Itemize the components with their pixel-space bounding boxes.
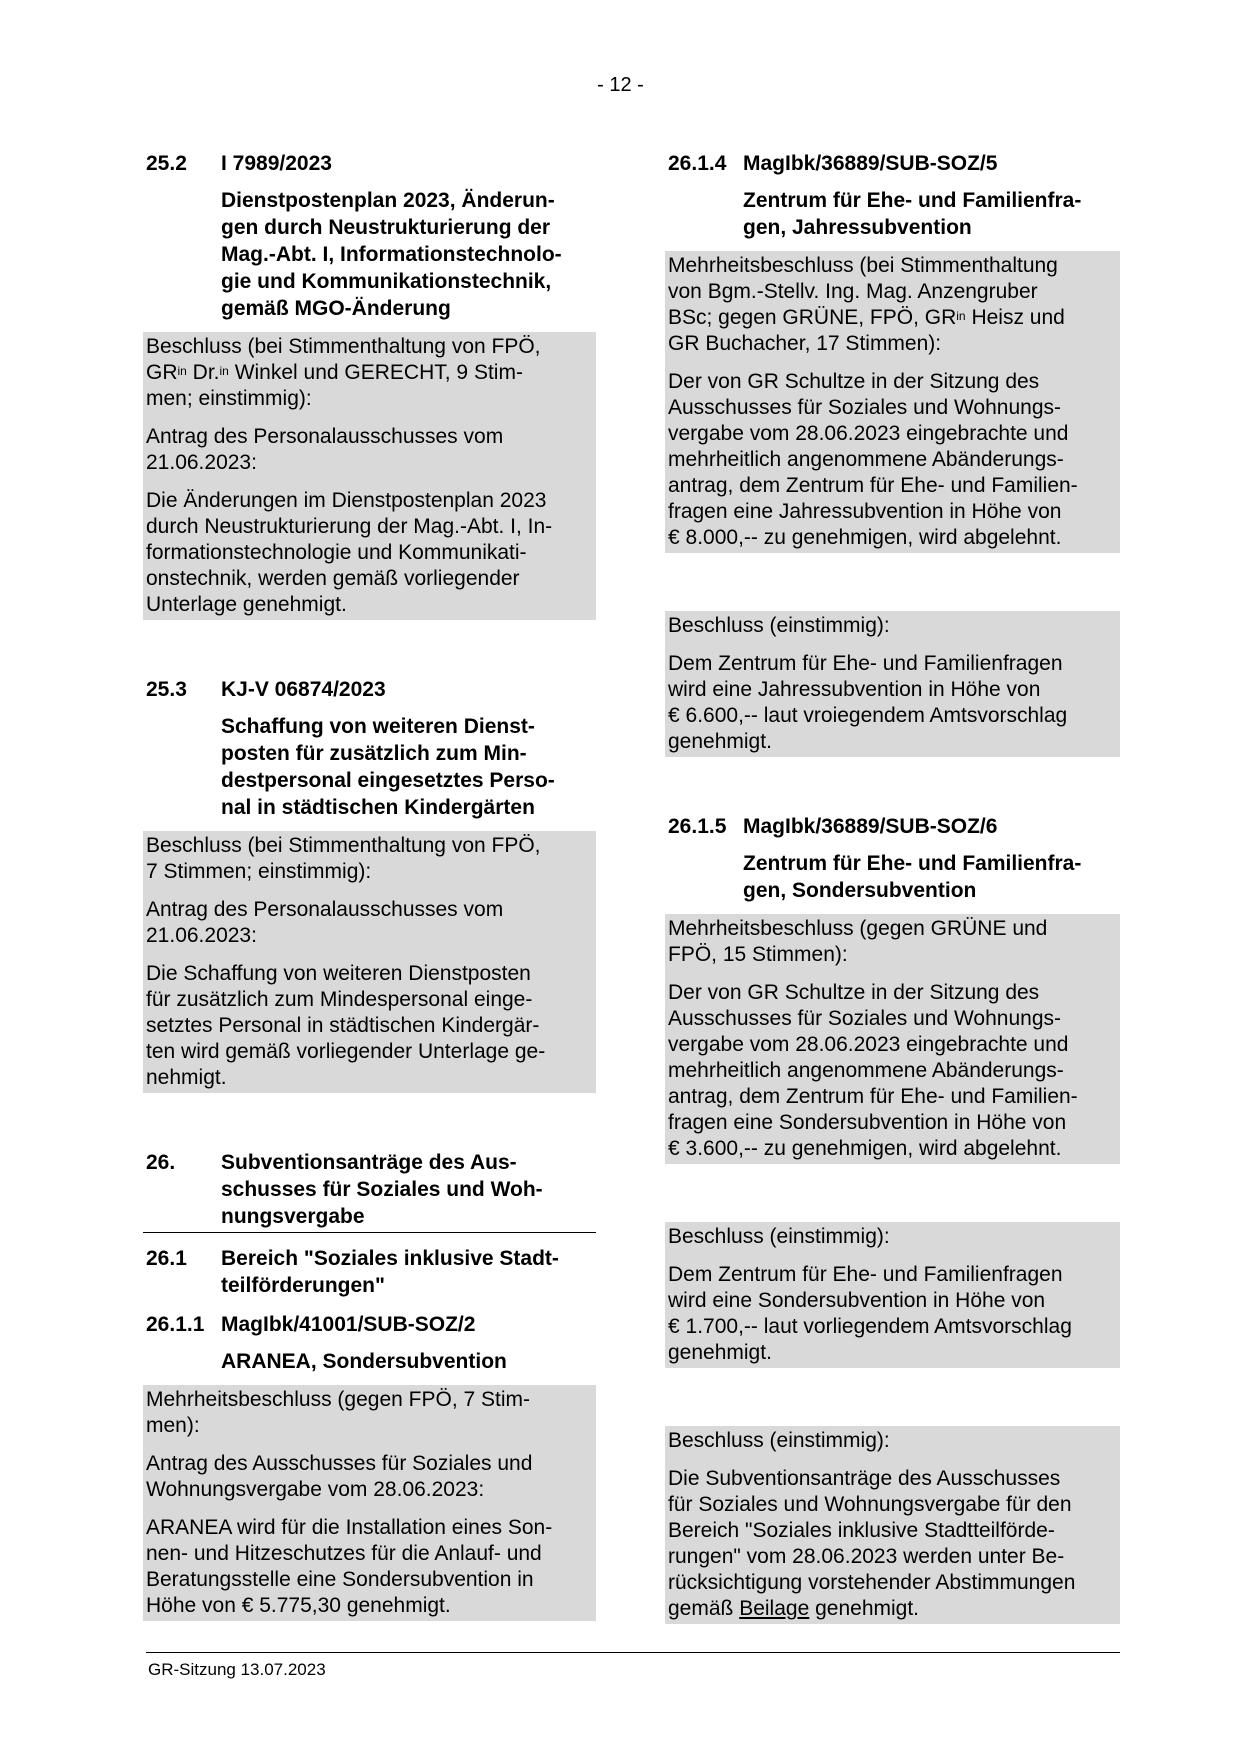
text: Antrag des Personalausschusses vom: [146, 425, 504, 448]
text: € 3.600,-- zu genehmigen, wird abgelehnt.: [668, 1137, 1062, 1160]
section-title: ARANEA, Sondersubvention: [221, 1350, 507, 1373]
section-title: [743, 850, 1120, 904]
resolution-box: [665, 1222, 1120, 1368]
text: durch Neustrukturierung der Mag.-Abt. I, In-: [146, 515, 553, 538]
text: fragen eine Jahressubvention in Höhe von: [668, 500, 1062, 523]
text: BSc; gegen GRÜNE, FPÖ, GR: [668, 306, 957, 329]
title-line: posten für zusätzlich zum Min-: [221, 742, 527, 765]
superscript: in: [956, 309, 966, 323]
resolution-box: [665, 914, 1120, 1164]
section-number: 26.1: [146, 1247, 187, 1270]
text: setztes Personal in städtischen Kindergär-: [146, 1014, 540, 1037]
file-code: MagIbk/36889/SUB-SOZ/5: [743, 152, 998, 175]
text: Dem Zentrum für Ehe- und Familienfragen: [668, 652, 1063, 675]
page-number: - 12 -: [597, 74, 644, 96]
text: vergabe vom 28.06.2023 eingebrachte und: [668, 1033, 1069, 1056]
resolution-vote: [146, 833, 593, 885]
resolution-box: [665, 251, 1120, 553]
text: Beratungsstelle eine Sondersubvention in: [146, 1568, 534, 1591]
resolution-text: [668, 1262, 1117, 1366]
text: Mehrheitsbeschluss (gegen FPÖ, 7 Stim-: [146, 1388, 530, 1411]
title-line: destpersonal eingesetztes Perso-: [221, 769, 555, 792]
text: fragen eine Sondersubvention in Höhe von: [668, 1111, 1067, 1134]
title-line: Zentrum für Ehe- und Familienfra-: [743, 852, 1082, 875]
title-line: Zentrum für Ehe- und Familienfra-: [743, 189, 1082, 212]
text: onstechnik, werden gemäß vorliegender: [146, 567, 520, 590]
section-divider: [143, 1232, 596, 1233]
text: Der von GR Schultze in der Sitzung des: [668, 981, 1040, 1004]
text: 7 Stimmen; einstimmig):: [146, 860, 372, 883]
resolution-box: [143, 1385, 596, 1621]
text: Die Subventionsanträge des Ausschusses: [668, 1467, 1061, 1490]
text: für zusätzlich zum Mindespersonal einge-: [146, 988, 533, 1011]
resolution-vote: [668, 253, 1117, 357]
section-title: [221, 1245, 596, 1299]
motion-source: [146, 1451, 593, 1503]
text: rücksichtigung vorstehender Abstimmungen: [668, 1571, 1076, 1594]
text: Höhe von € 5.775,30 genehmigt.: [146, 1594, 451, 1617]
section-number: 25.2: [146, 152, 187, 175]
text: von Bgm.-Stellv. Ing. Mag. Anzengruber: [668, 280, 1038, 303]
resolution-vote: Beschluss (einstimmig):: [668, 1225, 890, 1248]
text: GR: [146, 361, 178, 384]
text: € 8.000,-- zu genehmigen, wird abgelehnt.: [668, 526, 1062, 549]
title-line: Dienstpostenplan 2023, Änderun-: [221, 189, 555, 212]
section-title: [743, 187, 1120, 241]
section-number: 26.1.4: [668, 152, 727, 175]
section-heading-26-1-4: [668, 150, 1120, 177]
title-line: nungsvergabe: [221, 1205, 365, 1228]
section-heading-25-2: [146, 150, 596, 177]
resolution-text: [146, 488, 593, 618]
resolution-box: [143, 332, 596, 620]
text: Ausschusses für Soziales und Wohnungs-: [668, 396, 1061, 419]
title-line: gen, Sondersubvention: [743, 879, 977, 902]
text: Antrag des Ausschusses für Soziales und: [146, 1452, 533, 1475]
resolution-box: [143, 831, 596, 1093]
text: genehmigt.: [668, 1341, 772, 1364]
text: ten wird gemäß vorliegender Unterlage ge-: [146, 1040, 546, 1063]
text: Die Änderungen im Dienstpostenplan 2023: [146, 489, 547, 512]
text: men; einstimmig):: [146, 387, 312, 410]
resolution-vote: Beschluss (einstimmig):: [668, 614, 890, 637]
section-number: 26.1.1: [146, 1313, 205, 1336]
title-line: gen durch Neustrukturierung der: [221, 216, 551, 239]
text: Mehrheitsbeschluss (bei Stimmenthaltung: [668, 254, 1058, 277]
resolution-vote: Beschluss (einstimmig):: [668, 1429, 890, 1452]
title-line: schusses für Soziales und Woh-: [221, 1178, 543, 1201]
file-code: MagIbk/36889/SUB-SOZ/6: [743, 815, 998, 838]
text: wird eine Sondersubvention in Höhe von: [668, 1289, 1046, 1312]
text: nen- und Hitzeschutzes für die Anlauf- und: [146, 1542, 542, 1565]
text: € 6.600,-- laut vroiegendem Amtsvorschlag: [668, 704, 1068, 727]
text: 21.06.2023:: [146, 924, 257, 947]
text: Die Schaffung von weiteren Dienstposten: [146, 962, 531, 985]
text: für Soziales und Wohnungsvergabe für den: [668, 1493, 1072, 1516]
text: Ausschusses für Soziales und Wohnungs-: [668, 1007, 1061, 1030]
text: nehmigt.: [146, 1066, 227, 1089]
text: Unterlage genehmigt.: [146, 593, 347, 616]
superscript: in: [219, 364, 229, 378]
text: GR Buchacher, 17 Stimmen):: [668, 332, 942, 355]
section-heading-26-1: [146, 1245, 596, 1299]
text: genehmigt.: [668, 730, 772, 753]
text: rungen" vom 28.06.2023 werden unter Be-: [668, 1545, 1065, 1568]
section-number: 25.3: [146, 678, 187, 701]
beilage-link[interactable]: Beilage: [739, 1597, 810, 1620]
text: antrag, dem Zentrum für Ehe- und Familien-: [668, 474, 1078, 497]
text: Wohnungsvergabe vom 28.06.2023:: [146, 1478, 485, 1501]
text: ARANEA wird für die Installation eines Son-: [146, 1516, 553, 1539]
title-line: nal in städtischen Kindergärten: [221, 796, 535, 819]
section-heading-26-1-5: [668, 813, 1120, 840]
resolution-box: [665, 611, 1120, 757]
text: Beschluss (bei Stimmenthaltung von FPÖ,: [146, 834, 541, 857]
text: Bereich "Soziales inklusive Stadtteilförde-: [668, 1519, 1055, 1542]
text: formationstechnologie und Kommunikati-: [146, 541, 527, 564]
title-line: gie und Kommunikationstechnik,: [221, 270, 552, 293]
resolution-vote: [668, 916, 1117, 968]
text: Dem Zentrum für Ehe- und Familienfragen: [668, 1263, 1063, 1286]
section-heading-26-1-1: [146, 1311, 596, 1338]
text: Heisz und: [965, 306, 1065, 329]
text: gemäß: [668, 1597, 740, 1620]
text: € 1.700,-- laut vorliegendem Amtsvorschlag: [668, 1315, 1072, 1338]
section-title: [221, 187, 596, 322]
text: wird eine Jahressubvention in Höhe von: [668, 678, 1041, 701]
resolution-box: [665, 1426, 1120, 1624]
text: mehrheitlich angenommene Abänderungs-: [668, 1059, 1064, 1082]
resolution-vote: [146, 1387, 593, 1439]
footer-text: GR-Sitzung 13.07.2023: [148, 1660, 326, 1679]
section-number: 26.1.5: [668, 815, 727, 838]
title-line: gemäß MGO-Änderung: [221, 297, 451, 320]
text: Winkel und GERECHT, 9 Stim-: [228, 361, 523, 384]
text: Dr.: [186, 361, 220, 384]
text: mehrheitlich angenommene Abänderungs-: [668, 448, 1064, 471]
title-line: Bereich "Soziales inklusive Stadt-: [221, 1247, 559, 1270]
file-code: MagIbk/41001/SUB-SOZ/2: [221, 1313, 476, 1336]
resolution-text: [668, 651, 1117, 755]
superscript: in: [177, 364, 187, 378]
resolution-text: [146, 1515, 593, 1619]
text: antrag, dem Zentrum für Ehe- und Familien-: [668, 1085, 1078, 1108]
motion-source: [146, 424, 593, 476]
resolution-text: [668, 980, 1117, 1162]
right-column: [668, 150, 1120, 1624]
text: Antrag des Personalausschusses vom: [146, 898, 504, 921]
title-line: Subventionsanträge des Aus-: [221, 1151, 517, 1174]
text: Beschluss (bei Stimmenthaltung von FPÖ,: [146, 335, 541, 358]
section-title: [221, 1149, 596, 1230]
title-line: Schaffung von weiteren Dienst-: [221, 715, 535, 738]
text: Der von GR Schultze in der Sitzung des: [668, 370, 1040, 393]
section-number: 26.: [146, 1151, 176, 1174]
file-code: KJ-V 06874/2023: [221, 678, 386, 701]
section-heading-26: [146, 1149, 596, 1230]
title-line: gen, Jahressubvention: [743, 216, 972, 239]
title-line: teilförderungen": [221, 1274, 385, 1297]
text: vergabe vom 28.06.2023 eingebrachte und: [668, 422, 1069, 445]
text: genehmigt.: [809, 1597, 920, 1620]
section-title: [221, 713, 596, 821]
section-heading-25-3: [146, 676, 596, 703]
left-column: [146, 150, 596, 1621]
file-code: I 7989/2023: [221, 152, 332, 175]
text: FPÖ, 15 Stimmen):: [668, 943, 848, 966]
footer-divider: [146, 1652, 1120, 1653]
text: 21.06.2023:: [146, 451, 257, 474]
title-line: Mag.-Abt. I, Informationstechnolo-: [221, 243, 562, 266]
motion-source: [146, 897, 593, 949]
resolution-vote: [146, 334, 593, 412]
resolution-text: [668, 1466, 1117, 1622]
resolution-text: [668, 369, 1117, 551]
text: men):: [146, 1414, 200, 1437]
resolution-text: [146, 961, 593, 1091]
text: Mehrheitsbeschluss (gegen GRÜNE und: [668, 917, 1048, 940]
